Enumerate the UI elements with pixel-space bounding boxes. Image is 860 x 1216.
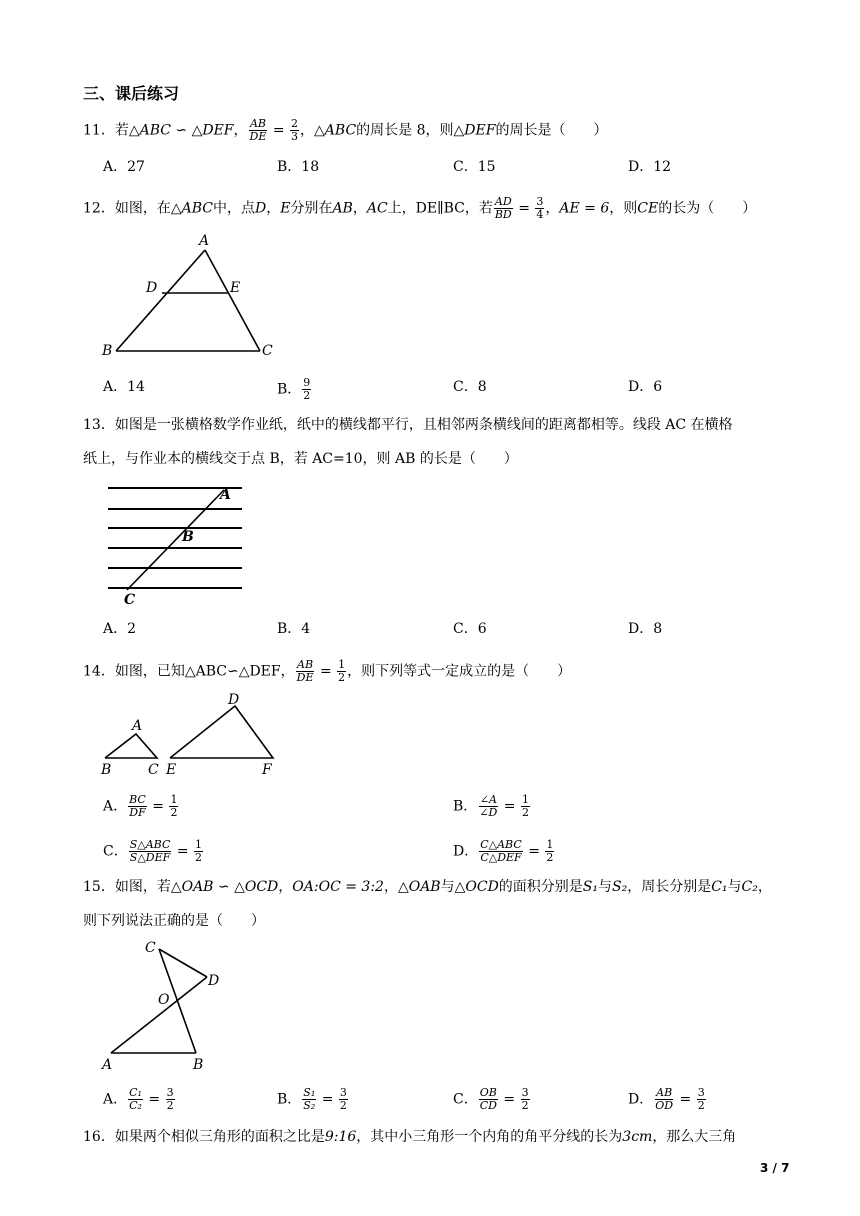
fig12-label-d: D (146, 280, 158, 296)
fig14-label-b: B (101, 762, 112, 778)
fig13-label-b: B (182, 529, 194, 545)
question-13-stem-line1: 13．如图是一张横格数学作业纸，纸中的横线都平行，且相邻两条横线间的距离都相等。线段 AC 在横格 (83, 417, 733, 433)
option-13-b[interactable]: B．4 (277, 621, 311, 637)
fig15-label-o: O (158, 992, 170, 1008)
page-number: 3 / 7 (760, 1161, 790, 1175)
option-11-d[interactable]: D．12 (628, 159, 672, 175)
fig13-label-a: A (220, 487, 231, 503)
option-15-a[interactable]: A． $\frac{\text{C₁}}{\text{C₂}}$ = $\frac{3}{2}$ (103, 1086, 174, 1112)
fig15-segment-cd (159, 949, 207, 977)
option-11-c[interactable]: C．15 (453, 159, 496, 175)
option-14-a[interactable]: A． $\frac{BC}{DF}$ = $\frac{1}{2}$ (103, 793, 178, 819)
option-12-a[interactable]: A．14 (103, 379, 145, 395)
option-12-d[interactable]: D．6 (628, 379, 663, 395)
fig14-label-a: A (132, 718, 143, 734)
option-15-d[interactable]: D． $\frac{AB}{OD}$ = $\frac{3}{2}$ (628, 1086, 705, 1112)
option-15-b[interactable]: B． $\frac{\text{S₁}}{\text{S₂}}$ = $\frac{3}{2}$ (277, 1086, 347, 1112)
option-14-d[interactable]: D． $\frac{\text{C△ABC}}{\text{C△DEF}}$ = $\frac{1}{2}$ (453, 838, 554, 864)
option-12-c[interactable]: C．8 (453, 379, 487, 395)
question-14-stem: 14．如图，已知△ABC∽△DEF， $\frac{AB}{DE}$ = $\frac{1}{2}$ ，则下列等式一定成立的是（ ） (83, 658, 572, 684)
option-15-c[interactable]: C． $\frac{OB}{CD}$ = $\frac{3}{2}$ (453, 1086, 529, 1112)
question-13-stem-line2: 纸上，与作业本的横线交于点 B，若 AC=10，则 AB 的长是（ ） (83, 451, 518, 467)
fig15-label-d: D (208, 973, 220, 989)
option-11-b[interactable]: B．18 (277, 159, 320, 175)
fig12-label-b: B (102, 343, 113, 359)
section-title: 三、课后练习 (83, 84, 180, 103)
figure-13-lined-paper (100, 480, 250, 610)
fig13-segment-ac (127, 490, 224, 590)
fig14-triangle-abc (105, 734, 157, 758)
option-11-a[interactable]: A．27 (103, 159, 145, 175)
figure-15-bowtie (96, 936, 246, 1076)
fig14-triangle-def (170, 706, 273, 758)
question-12-stem: 12．如图，在△ABC中，点D，E分别在AB，AC上，DE∥BC，若 $\frac{AD}{BD}$ = $\frac{3}{4}$ ，AE = 6，则CE的长为（ ） (83, 195, 757, 221)
fig15-label-c: C (145, 940, 156, 956)
option-14-c[interactable]: C． $\frac{\text{S△ABC}}{\text{S△DEF}}$ = $\frac{1}{2}$ (103, 838, 203, 864)
option-14-b[interactable]: B． $\frac{\angle A}{\angle D}$ = $\frac{1}{2}$ (453, 793, 529, 819)
question-15-stem-line1: 15．如图，若△OAB ∽ △OCD，OA:OC = 3:2，△OAB与△OCD的面积分别是S₁与S₂，周长分别是C₁与C₂， (83, 879, 772, 895)
fig14-label-f: F (262, 762, 272, 778)
fig12-label-c: C (262, 343, 273, 359)
fig12-side-ac (205, 250, 260, 351)
fig15-label-a: A (102, 1057, 113, 1073)
fig12-side-ab (116, 250, 205, 351)
fig13-label-c: C (124, 592, 136, 608)
fig14-label-d: D (228, 692, 240, 708)
option-13-a[interactable]: A．2 (103, 621, 137, 637)
fig12-label-e: E (230, 280, 241, 296)
question-16-stem: 16．如果两个相似三角形的面积之比是9:16，其中小三角形一个内角的角平分线的长为3cm，那么大三角 (83, 1129, 737, 1145)
figure-12-triangle (96, 228, 286, 363)
option-13-c[interactable]: C．6 (453, 621, 487, 637)
option-13-d[interactable]: D．8 (628, 621, 663, 637)
fig14-label-c: C (148, 762, 159, 778)
figure-14-triangles (96, 688, 286, 780)
option-12-b[interactable]: B． $\frac{9}{2}$ (277, 376, 311, 402)
fig14-label-e: E (166, 762, 177, 778)
question-15-stem-line2: 则下列说法正确的是（ ） (83, 913, 265, 929)
question-11-stem: 11．若△ABC ∽ △DEF， $\frac{AB}{DE}$ = $\frac{2}{3}$ ，△ABC的周长是 8，则△DEF的周长是（ ） (83, 117, 608, 143)
fig12-label-a: A (199, 233, 210, 249)
fig15-label-b: B (193, 1057, 204, 1073)
